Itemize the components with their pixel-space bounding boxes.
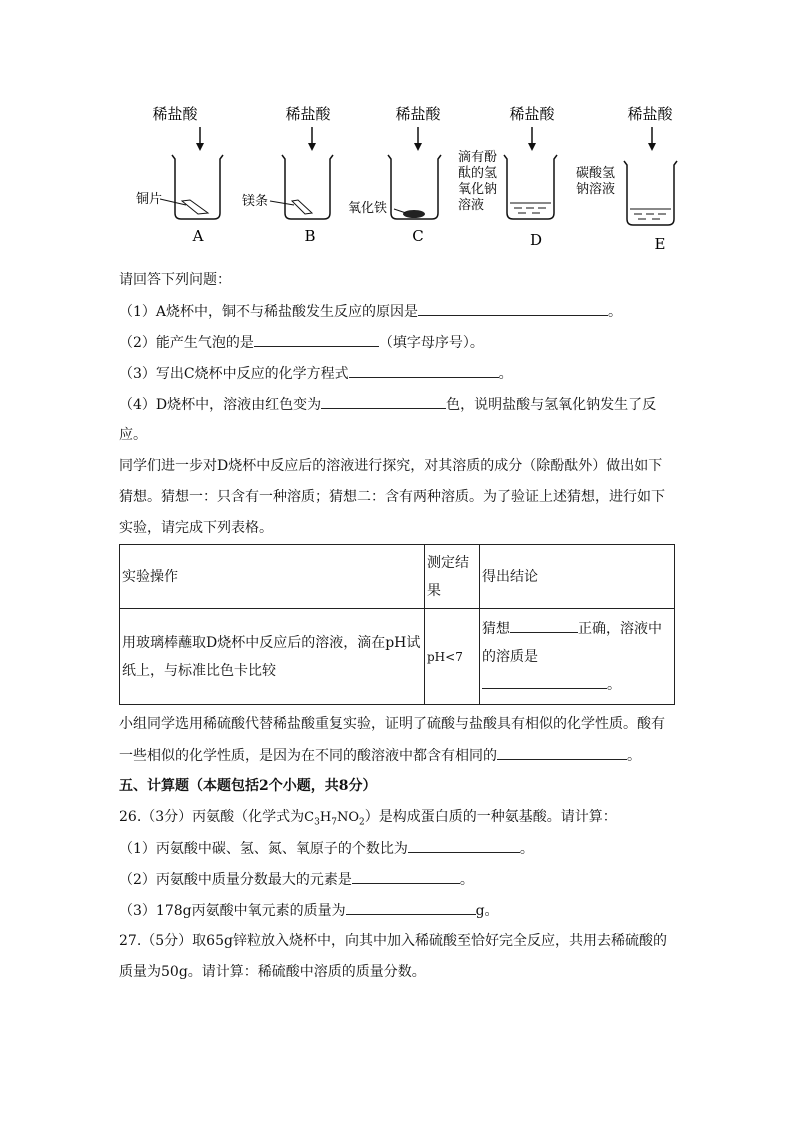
q26-2-end: 。 [459, 872, 474, 888]
table-row [120, 609, 675, 705]
para1-line1: 同学们进一步对D烧杯中反应后的溶液进行探究，对其溶质的成分（除酚酞外）做出如下 [119, 458, 663, 474]
operation-line2: 纸上，与标准比色卡比较 [122, 662, 276, 679]
beaker-letter-d: D [529, 231, 543, 249]
q4-text: （4）D烧杯中，溶液由红色变为 [119, 397, 322, 413]
operation-line1: 用玻璃棒蘸取D烧杯中反应后的溶液，滴在pH试 [122, 634, 421, 651]
header-result-line1: 测定结 [427, 554, 469, 571]
q3-end: 。 [498, 366, 513, 382]
q26-1-end: 。 [519, 841, 534, 857]
para2-line2-text: 一些相似的化学性质，是因为在不同的酸溶液中都含有相同的 [119, 748, 497, 764]
para1-line2: 猜想。猜想一：只含有一种溶质；猜想二：含有两种溶质。为了验证上述猜想，进行如下 [119, 489, 665, 505]
result-cell: pH<7 [425, 609, 480, 705]
q2-text: （2）能产生气泡的是 [119, 335, 254, 351]
beaker-letter-c: C [412, 227, 424, 245]
question-26-2 [119, 869, 474, 890]
question-26 [119, 807, 617, 833]
q26-2-blank[interactable] [352, 869, 460, 884]
q1-end: 。 [608, 304, 623, 320]
header-conclusion: 得出结论 [480, 545, 675, 609]
para2-end: 。 [627, 748, 641, 764]
q26-3-text: （3）178g丙氨酸中氧元素的质量为 [119, 903, 346, 919]
q3-answer-blank[interactable] [349, 363, 499, 378]
beaker-letter-a: A [192, 227, 204, 245]
conclusion-end: 。 [607, 676, 621, 693]
conclusion-line2: 的溶质是 [482, 648, 538, 665]
beaker-d [458, 105, 557, 249]
acid-label-a: 稀盐酸 [152, 105, 198, 123]
acid-label-c: 稀盐酸 [395, 105, 441, 123]
q3-text: （3）写出C烧杯中反应的化学方程式 [119, 366, 349, 382]
question-27-line2: 质量为50g。请计算：稀硫酸中溶质的质量分数。 [119, 964, 426, 980]
q1-text: （1）A烧杯中，铜不与稀盐酸发生反应的原因是 [119, 304, 419, 320]
header-result-line2: 果 [427, 582, 441, 599]
question-2 [119, 332, 484, 353]
q26-1-blank[interactable] [408, 838, 520, 853]
q26-text: 26.（3分）丙氨酸（化学式为 [119, 809, 305, 825]
beaker-letter-b: B [304, 227, 316, 245]
acid-label-b: 稀盐酸 [285, 105, 331, 123]
header-operation: 实验操作 [120, 545, 425, 609]
q1-answer-blank[interactable] [418, 301, 608, 316]
naoh-label-line3: 氧化钠 [458, 182, 498, 197]
copper-label: 铜片 [136, 192, 163, 207]
acid-label-d: 稀盐酸 [509, 105, 555, 123]
guess-blank[interactable] [510, 618, 578, 633]
iron-oxide-label: 氧化铁 [348, 201, 388, 216]
q26-text-end: ）是构成蛋白质的一种氨基酸。请计算： [364, 809, 617, 825]
q26-1-text: （1）丙氨酸中碳、氢、氮、氧原子的个数比为 [119, 841, 408, 857]
question-27-line1: 27.（5分）取65g锌粒放入烧杯中，向其中加入稀硫酸至恰好完全反应，共用去稀硫酸的 [119, 933, 667, 949]
solute-blank[interactable] [482, 674, 607, 689]
beaker-c [348, 105, 441, 245]
para2-line2 [119, 745, 641, 766]
acid-label-e: 稀盐酸 [627, 105, 673, 123]
section-5-heading: 五、计算题（本题包括2个小题，共8分） [119, 778, 377, 794]
conclusion-guess-label: 猜想 [482, 620, 510, 637]
q2-end: （填字母序号）。 [378, 335, 484, 351]
nahco3-label-line1: 碳酸氢 [576, 166, 616, 181]
header-result [425, 545, 480, 609]
para1-line3: 实验，请完成下列表格。 [119, 520, 273, 536]
question-3 [119, 363, 513, 384]
beaker-figure [130, 95, 710, 260]
q4-end: 色，说明盐酸与氢氧化钠发生了反 [446, 397, 657, 413]
table-header-row [120, 545, 675, 609]
q2-answer-blank[interactable] [254, 332, 379, 347]
intro-text: 请回答下列问题： [119, 272, 231, 288]
operation-cell [120, 609, 425, 705]
beaker-b [242, 105, 333, 245]
q4-answer-blank[interactable] [321, 394, 446, 409]
question-4-cont: 应。 [119, 427, 147, 443]
naoh-label-line4: 溶液 [458, 198, 485, 213]
conclusion-correct-text: 正确，溶液中 [578, 620, 662, 637]
nahco3-label-line2: 钠溶液 [576, 182, 616, 197]
para2-line1: 小组同学选用稀硫酸代替稀盐酸重复实验，证明了硫酸与盐酸具有相似的化学性质。酸有 [119, 716, 665, 732]
conclusion-line1 [482, 615, 672, 643]
beaker-a [136, 105, 223, 245]
q26-2-text: （2）丙氨酸中质量分数最大的元素是 [119, 872, 352, 888]
naoh-label-line2: 酞的氢 [458, 166, 498, 181]
question-26-1 [119, 838, 534, 859]
naoh-label-line1: 滴有酚 [458, 150, 498, 165]
beaker-letter-e: E [654, 235, 666, 253]
conclusion-cell [480, 609, 675, 705]
alanine-formula: $C_3H_7NO_2$ [304, 810, 365, 828]
question-1 [119, 301, 622, 322]
magnesium-label: 镁条 [242, 194, 269, 209]
experiment-table [119, 544, 675, 705]
conclusion-line3 [482, 671, 672, 699]
q26-3-blank[interactable] [346, 900, 476, 915]
question-4 [119, 394, 656, 415]
beaker-e [576, 105, 677, 253]
question-26-3 [119, 900, 499, 921]
q26-3-end: g。 [475, 903, 499, 919]
ion-blank[interactable] [497, 745, 627, 760]
